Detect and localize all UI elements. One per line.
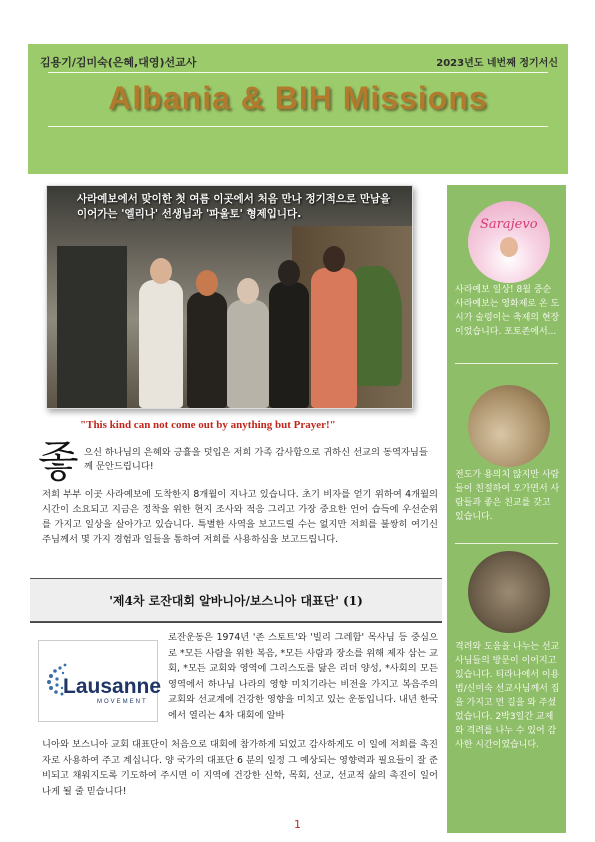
header-divider: [48, 72, 548, 73]
section-divider: [30, 622, 442, 623]
sidebar-note-1: 사라예보 일상! 8월 중순 사라예보는 영화제로 온 도시가 술렁이는 축제의 현장이었습니다. 포토존에서...: [455, 285, 560, 337]
sidebar-divider: [455, 543, 558, 544]
logo-subtext: MOVEMENT: [97, 699, 148, 705]
person-figure: [187, 292, 227, 408]
delegation-paragraph: 니아와 보스니아 교회 대표단이 처음으로 대회에 참가하게 되었고 감사하게도 이 일에 저희를 촉진자로 사용하여 주고 계십니다. 양 국가의 대표단 6 분의 일정 그 예상되는 영향력과 필요들이 잘 준비되고 채워지도록 기도하여 주시면 이 지역에 건강한 신학, 목회, 선교, 선교적 삶의 촉진이 일어나게 될 줄 믿습니다!: [42, 739, 438, 797]
missionary-visit-photo: [468, 551, 550, 633]
section-title: '제4차 로잔대회 알바니아/보스니아 대표단' (1): [109, 594, 363, 608]
header-divider: [48, 126, 548, 127]
page-number: 1: [294, 818, 301, 831]
photo-doorway: [57, 246, 127, 408]
section-header: [30, 578, 442, 622]
header-banner: [28, 44, 568, 174]
film-festival-photo: [468, 201, 550, 283]
person-figure: [269, 282, 309, 408]
festival-sign: Sarajevo: [480, 217, 538, 232]
lausanne-logo: [38, 640, 162, 722]
person-face: [500, 237, 518, 257]
report-paragraph: 저희 부부 이곳 사라예보에 도착한지 8개월이 지나고 있습니다. 초기 비자를 얻기 위하여 4개월의 시간이 소요되고 지금은 정착을 위한 현지 조사와 적응 그리고 가장 중요한 언어 습득에 우선순위를 가지고 일상을 살아가고 있습니다. 특별한 사역을 보고드릴 수는 없지만 저희를 불쌍히 여기신 주님께서 몇 가지 경험과 일들을 통하여 저희를 사용하심을 보고드립니다.: [42, 489, 438, 545]
lausanne-paragraph: 로잔운동은 1974년 '존 스토트'와 '빌리 그레함' 목사님 등 중심으로 *모든 사람을 위한 복음, *모든 사람과 장소를 위해 제자 삼는 교회, *모든 교회와 영역에 그리스도를 닮은 리더 양성, *사회의 모든 영역에서 하나님 나라의 영향 미치기라는 비전을 가지고 복음주의 교회와 선교계에 건강한 영향을 미치고 있는 운동입니다. 내년 한국에서 열리는 4차 대회에 알바: [168, 632, 438, 721]
sidebar-note-2: 전도가 용의치 않지만 사람들이 친절하여 오가면서 사람들과 좋은 친교를 갖고 있습니다.: [455, 470, 560, 522]
prayer-quote: "This kind can not come out by anything but Prayer!": [80, 419, 336, 431]
drop-cap: 좋: [38, 437, 79, 486]
sidebar-note-3: 격려와 도움을 나누는 선교사님들의 방문이 이어지고 있습니다. 티라나에서 이용범/신미숙 선교사님께서 집을 가지고 먼 길을 와 주셨었습니다. 2박3일간 교제와 격려를 나누 수 있어 감사한 시간이였습니다.: [455, 642, 560, 750]
person-figure: [139, 280, 183, 408]
missionary-names: 김용기/김미숙(은혜,대영)선교사: [40, 56, 197, 69]
newsletter-title: Albania & BIH Missions: [108, 80, 488, 116]
issue-label: 2023년도 네번째 정기서신: [436, 58, 558, 69]
sidebar-divider: [455, 363, 558, 364]
person-figure: [227, 300, 269, 408]
photo-caption: 사라예보에서 맞이한 첫 여름 이곳에서 처음 만나 정기적으로 만남을 이어가는 '엘리나' 선생님과 '파울토' 형제입니다.: [77, 193, 391, 220]
greeting-paragraph: 으신 하나님의 은혜와 긍휼을 덧입은 저희 가족 감사함으로 귀하신 선교의 동역자님들께 문안드립니다!: [84, 447, 428, 472]
logo-wordmark: Lausanne: [63, 675, 162, 698]
sidebar: [447, 185, 566, 833]
friends-photo: [468, 385, 550, 467]
person-figure: [311, 268, 357, 408]
group-photo: [46, 185, 413, 409]
